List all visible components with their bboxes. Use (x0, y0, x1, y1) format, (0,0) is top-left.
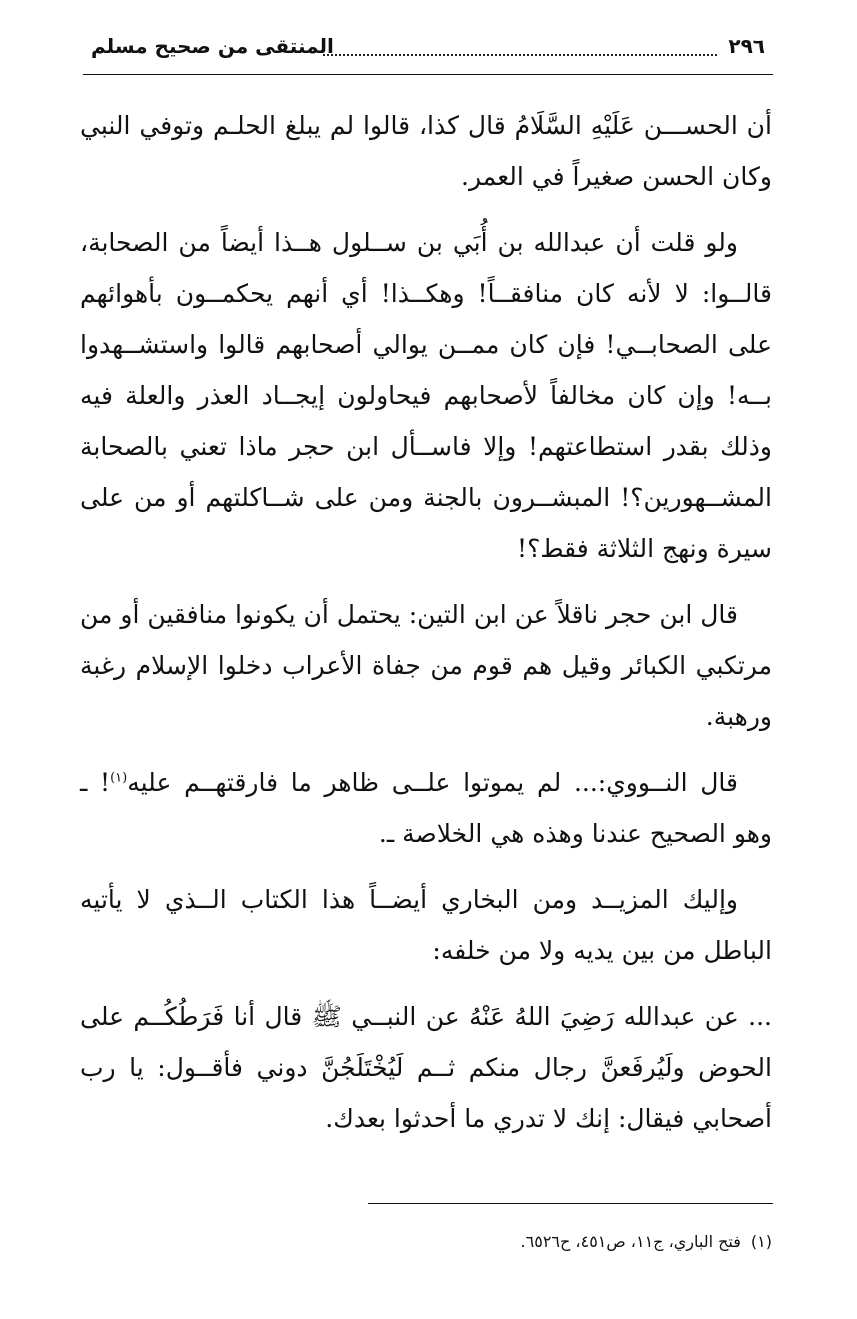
page-number: ٢٩٦ (728, 34, 765, 58)
header-dot-leader (323, 54, 717, 56)
footnote-text: فتح الباري، ج١١، ص٤٥١، ح٦٥٢٦. (520, 1232, 741, 1251)
footnote-separator (368, 1203, 773, 1204)
nawawi-quote: قال النــووي:... لم يموتوا علــى ظاهر ما فارقتهــم عليه (127, 768, 738, 797)
paragraph: أن الحســـن عَلَيْهِ السَّلَامُ قال كذا، قالوا لم يبلغ الحلـم وتوفي النبي وكان الحسن صغيراً في العمر. (80, 111, 772, 191)
nawawi-tail: ! ـ وهو الصحيح عندنا وهذه هي الخلاصة ـ. (80, 768, 772, 848)
footnote-marker: (١) (750, 1232, 772, 1251)
main-text (80, 100, 772, 1159)
book-title: المنتقى من صحيح مسلم (91, 34, 334, 58)
header-rule (83, 74, 773, 75)
running-header (83, 34, 773, 66)
paragraph-nawawi (80, 757, 772, 859)
paragraph: قال ابن حجر ناقلاً عن ابن التين: يحتمل أن يكونوا منافقين أو من مرتكبي الكبائر وقيل هم قوم من جفاة الأعراب دخلوا الإسلام رغبة ورهبة. (80, 600, 772, 731)
footnote-reference: (١) (110, 770, 128, 786)
hadith-paragraph: ... عن عبدالله رَضِيَ اللهُ عَنْهُ عن النبــي ﷺ قال أنا فَرَطُكُــم على الحوض ولَيُرفَعنَّ رجال منكم ثــم لَيُخْتَلَجُنَّ دوني فأقــول: يا رب أصحابي فيقال: إنك لا تدري ما أحدثوا بعدك. (80, 1002, 772, 1133)
paragraph: وإليك المزيــد ومن البخاري أيضــاً هذا الكتاب الــذي لا يأتيه الباطل من بين يديه ولا من خلفه: (80, 885, 772, 965)
footnote (80, 1228, 772, 1256)
paragraph: ولو قلت أن عبدالله بن أُبَي بن ســلول هــذا أيضاً من الصحابة، قالــوا: لا لأنه كان منافقــاً! وهكــذا! أي أنهم يحكمــون بأهوائهم على الصحابــي! فإن كان ممــن يوالي أصحابهم قالوا واستشــهدوا بــه! وإن كان مخالفاً لأصحابهم فيحاولون إيجــاد العذر والعلة فيه وذلك بقدر استطاعتهم! وإلا فاســأل ابن حجر ماذا تعني بالصحابة المشــهورين؟! المبشــرون بالجنة ومن على شــاكلتهم أو من على سيرة ونهج الثلاثة فقط؟! (80, 228, 772, 563)
